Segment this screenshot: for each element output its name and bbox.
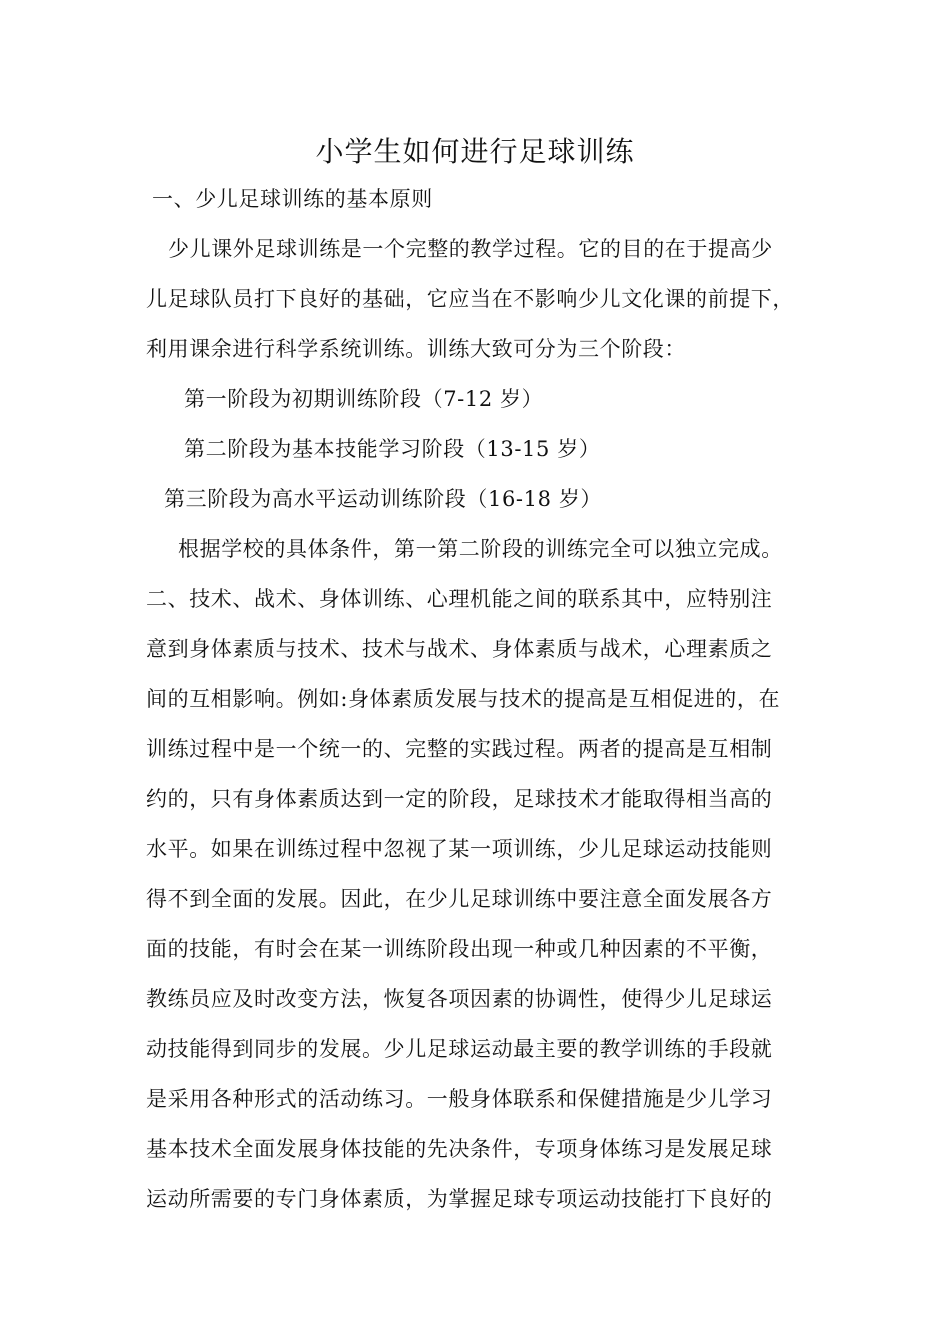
paragraph-line: 面的技能，有时会在某一训练阶段出现一种或几种因素的不平衡，: [146, 937, 773, 961]
paragraph-line: 水平。如果在训练过程中忽视了某一项训练，少儿足球运动技能则: [146, 837, 773, 861]
paragraph-line: 意到身体素质与技术、技术与战术、身体素质与战术，心理素质之: [146, 637, 773, 661]
section-heading-2: 二、技术、战术、身体训练、心理机能之间的联系其中，应特别注: [146, 587, 773, 611]
paragraph-line: 少儿课外足球训练是一个完整的教学过程。它的目的在于提高少: [168, 237, 773, 261]
paragraph-line: 是采用各种形式的活动练习。一般身体联系和保健措施是少儿学习: [146, 1087, 773, 1111]
section-heading-1: 一、少儿足球训练的基本原则: [152, 187, 433, 211]
paragraph-line: 训练过程中是一个统一的、完整的实践过程。两者的提高是互相制: [146, 737, 773, 761]
paragraph-line: 基本技术全面发展身体技能的先决条件，专项身体练习是发展足球: [146, 1137, 773, 1161]
paragraph-line: 根据学校的具体条件，第一第二阶段的训练完全可以独立完成。: [178, 537, 783, 561]
paragraph-line: 动技能得到同步的发展。少儿足球运动最主要的教学训练的手段就: [146, 1037, 773, 1061]
paragraph-line: 利用课余进行科学系统训练。训练大致可分为三个阶段：: [146, 337, 686, 361]
paragraph-line: 间的互相影响。例如:身体素质发展与技术的提高是互相促进的，在: [146, 687, 781, 711]
stage-line-1: 第一阶段为初期训练阶段（7-12 岁）: [184, 387, 544, 411]
paragraph-line: 教练员应及时改变方法，恢复各项因素的协调性，使得少儿足球运: [146, 987, 773, 1011]
document-title: 小学生如何进行足球训练: [315, 135, 635, 168]
paragraph-line: 得不到全面的发展。因此，在少儿足球训练中要注意全面发展各方: [146, 887, 773, 911]
stage-line-2: 第二阶段为基本技能学习阶段（13-15 岁）: [184, 437, 601, 461]
stage-line-3: 第三阶段为高水平运动训练阶段（16-18 岁）: [164, 487, 603, 511]
paragraph-line: 运动所需要的专门身体素质，为掌握足球专项运动技能打下良好的: [146, 1187, 773, 1211]
paragraph-line: 约的，只有身体素质达到一定的阶段，足球技术才能取得相当高的: [146, 787, 773, 811]
paragraph-line: 儿足球队员打下良好的基础，它应当在不影响少儿文化课的前提下，: [146, 287, 794, 311]
